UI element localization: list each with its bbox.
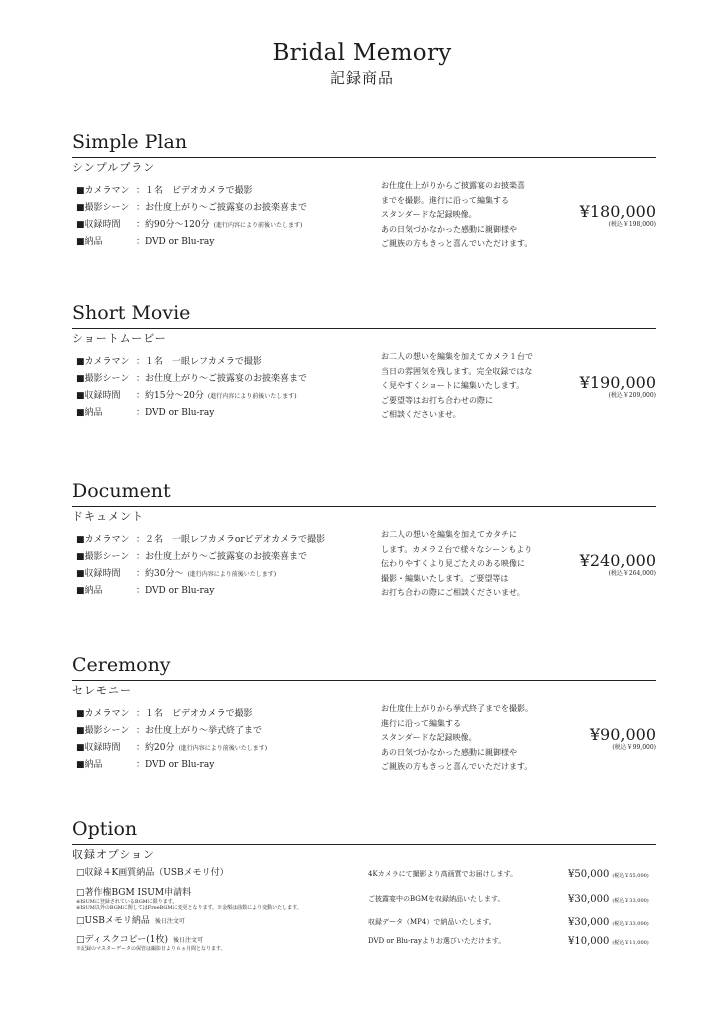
option-price: [568, 917, 649, 930]
plan-name-ja: シンプルプラン: [72, 161, 156, 174]
option-label-text: □ディスクコピー(1枚): [76, 935, 168, 945]
detail-value: ：１名 ビデオカメラで撮影: [136, 709, 253, 719]
option-item: [72, 868, 656, 890]
option-label: [76, 888, 302, 911]
option-label: [76, 935, 226, 952]
detail-label: ■収録時間: [76, 220, 121, 230]
document-title: [0, 40, 724, 87]
description-line: ご親族の方もきっと喜んでいただけます。: [381, 239, 533, 248]
description-line: ご要望等はお打ち合わせの際に: [381, 395, 493, 405]
description-line: お仕度仕上がりから挙式終了までを撮影。: [381, 704, 533, 713]
detail-row: [76, 740, 376, 757]
detail-row: [76, 183, 376, 200]
price-tax-included: (税込￥209,000): [608, 392, 656, 399]
option-label-text: □収録４K画質納品（USBメモリ付）: [76, 868, 229, 878]
detail-note: (進行内容により前後いたします): [213, 222, 303, 229]
option-price: [568, 869, 649, 882]
detail-row: [76, 234, 376, 251]
option-fine-print: ※記録のマスターデータの保管は撮影日より６ヵ月間となります。: [76, 946, 226, 952]
plan-price: [580, 552, 656, 578]
option-label-text: □著作権BGM ISUM申請料: [76, 888, 192, 898]
description-line: までを撮影。進行に沿って編集する: [381, 195, 509, 205]
option-price-amount: ¥30,000: [568, 894, 610, 905]
description-line: します。カメラ２台で様々なシーンもより: [381, 544, 533, 554]
option-description: 4Kカメラにて撮影より高画質でお届けします。: [368, 870, 518, 878]
detail-value: ：お仕度上がり～挙式終了まで: [136, 726, 263, 736]
detail-value: ：約15分～20分: [136, 391, 204, 401]
plan-divider: [72, 506, 656, 507]
plan-name: Short Movie: [72, 302, 191, 324]
price-tax-included: (税込￥99,000): [612, 744, 656, 751]
description-line: お打ち合わの際にご相談くださいませ。: [381, 588, 525, 597]
plan-price: [580, 203, 656, 229]
option-price-tax: (税込￥33,000): [612, 921, 649, 927]
detail-label: ■納品: [76, 237, 103, 247]
option-price-tax: (税込￥55,000): [612, 873, 649, 879]
plan-price: [590, 726, 656, 752]
option-fine-print: ※ISUMに登録されているBGMに限ります。: [76, 899, 178, 905]
description-line: お仕度仕上がりからご披露宴のお披楽喜: [381, 181, 525, 190]
plan-name-ja: セレモニー: [72, 684, 132, 697]
detail-row: [76, 200, 376, 217]
detail-value: ：お仕度上がり～ご披露宴のお披楽喜まで: [136, 374, 308, 384]
detail-value: ：お仕度上がり～ご披露宴のお披楽喜まで: [136, 203, 308, 213]
detail-row: [76, 583, 376, 600]
option-price-amount: ¥30,000: [568, 917, 610, 928]
detail-value: ：約20分: [136, 743, 175, 753]
description-line: ご親族の方もきっと喜んでいただけます。: [381, 762, 533, 771]
detail-row: [76, 388, 376, 405]
detail-label: ■撮影シーン: [76, 374, 130, 384]
plan-details: [76, 354, 376, 422]
detail-value: ：２名 一眼レフカメラorビデオカメラで撮影: [136, 535, 326, 545]
description-line: お二人の想いを編集を加えてカタチに: [381, 530, 517, 539]
description-line: 撮影・編集いたします。ご要望等は: [381, 573, 509, 583]
plan-divider: [72, 680, 656, 681]
option-price-amount: ¥10,000: [568, 936, 610, 947]
detail-label: ■カメラマン: [76, 535, 130, 545]
option-description: 収録データ（MP4）で納品いたします。: [368, 918, 496, 926]
option-price-tax: (税込￥33,000): [612, 898, 649, 904]
detail-value: ：DVD or Blu-ray: [136, 237, 215, 247]
detail-value: ：１名 ビデオカメラで撮影: [136, 186, 253, 196]
detail-row: [76, 757, 376, 774]
option-section: [72, 818, 656, 952]
plan-description: [381, 528, 561, 601]
plan-name-ja: ショートムービー: [72, 332, 167, 345]
detail-label: ■収録時間: [76, 569, 121, 579]
detail-value: ：DVD or Blu-ray: [136, 760, 215, 770]
option-label-text: □USBメモリ納品: [76, 916, 150, 926]
detail-row: [76, 371, 376, 388]
price-amount: ¥180,000: [579, 202, 656, 221]
option-description: DVD or Blu-rayよりお選びいただけます。: [368, 937, 506, 945]
title-english: Bridal Memory: [272, 40, 452, 66]
detail-row: [76, 706, 376, 723]
detail-label: ■収録時間: [76, 743, 121, 753]
option-title-ja: 収録オプション: [72, 848, 156, 861]
description-line: あの日気づかなかった感動に親御様や: [381, 747, 517, 757]
option-item: [72, 888, 656, 910]
detail-note: (進行内容により前後いたします): [207, 393, 297, 400]
detail-row: [76, 532, 376, 549]
option-label-note: 後日注文可: [173, 937, 204, 944]
price-tax-included: (税込￥264,000): [608, 570, 656, 577]
option-title: Option: [72, 818, 138, 840]
option-label: [76, 868, 234, 879]
plan-description: [381, 702, 561, 775]
detail-label: ■納品: [76, 760, 103, 770]
plan-details: [76, 183, 376, 251]
plan-description: [381, 350, 561, 423]
detail-value: ：約30分～: [136, 569, 184, 579]
price-amount: ¥190,000: [579, 373, 656, 392]
plan-name-ja: ドキュメント: [72, 510, 144, 523]
detail-value: ：DVD or Blu-ray: [136, 586, 215, 596]
detail-value: ：お仕度上がり～ご披露宴のお披楽喜まで: [136, 552, 308, 562]
description-line: スタンダードな記録映像。: [381, 733, 477, 742]
option-description: ご披露宴中のBGMを収録納品いたします。: [368, 895, 505, 903]
option-item: [72, 935, 656, 957]
plan-details: [76, 532, 376, 600]
detail-row: [76, 217, 376, 234]
plan-name: Ceremony: [72, 654, 171, 676]
plan-name: Document: [72, 480, 171, 502]
description-line: 進行に沿って編集する: [381, 718, 461, 728]
plan-document: [72, 480, 656, 597]
option-price-tax: (税込￥11,000): [612, 940, 649, 946]
detail-label: ■撮影シーン: [76, 552, 130, 562]
description-line: 伝わりやすくより見ごたえのある映像に: [381, 559, 525, 568]
price-tax-included: (税込￥198,000): [608, 221, 656, 228]
plan-name: Simple Plan: [72, 131, 188, 153]
description-line: 当日の雰囲気を残します。完全収録ではな: [381, 366, 533, 376]
detail-note: (進行内容により前後いたします): [178, 745, 268, 752]
description-line: お二人の想いを編集を加えてカメラ１台で: [381, 352, 533, 361]
plan-description: [381, 179, 561, 252]
detail-value: ：１名 一眼レフカメラで撮影: [136, 357, 262, 367]
detail-row: [76, 723, 376, 740]
option-price: [568, 936, 649, 949]
detail-label: ■カメラマン: [76, 709, 130, 719]
detail-note: (進行内容により前後いたします): [187, 571, 277, 578]
title-japanese: 記録商品: [329, 69, 394, 87]
detail-row: [76, 405, 376, 422]
option-label-note: 後日注文可: [154, 918, 185, 925]
price-amount: ¥240,000: [579, 551, 656, 570]
option-price: [568, 894, 649, 907]
plan-divider: [72, 157, 656, 158]
option-divider: [72, 844, 656, 845]
detail-value: ：DVD or Blu-ray: [136, 408, 215, 418]
detail-row: [76, 354, 376, 371]
plan-details: [76, 706, 376, 774]
plan-simple: [72, 131, 656, 248]
detail-label: ■カメラマン: [76, 357, 130, 367]
detail-label: ■撮影シーン: [76, 726, 130, 736]
plan-short-movie: [72, 302, 656, 419]
detail-label: ■撮影シーン: [76, 203, 130, 213]
option-fine-print: ※ISUM以外のBGMに関してはFreeBGMに変更となります。※金額は曲数により変動いたします。: [76, 905, 302, 911]
detail-label: ■カメラマン: [76, 186, 130, 196]
plan-ceremony: [72, 654, 656, 771]
description-line: ご相談くださいませ。: [381, 410, 461, 419]
option-label: [76, 916, 185, 927]
description-line: スタンダードな記録映像。: [381, 210, 477, 219]
detail-label: ■収録時間: [76, 391, 121, 401]
detail-value: ：約90分～120分: [136, 220, 210, 230]
detail-label: ■納品: [76, 586, 103, 596]
description-line: く見やすくショートに編集いたします。: [381, 381, 525, 390]
detail-row: [76, 549, 376, 566]
plan-divider: [72, 328, 656, 329]
plan-price: [580, 374, 656, 400]
price-amount: ¥90,000: [589, 725, 656, 744]
description-line: あの日気づかなかった感動に親御様や: [381, 224, 517, 234]
option-price-amount: ¥50,000: [568, 869, 610, 880]
detail-row: [76, 566, 376, 583]
detail-label: ■納品: [76, 408, 103, 418]
